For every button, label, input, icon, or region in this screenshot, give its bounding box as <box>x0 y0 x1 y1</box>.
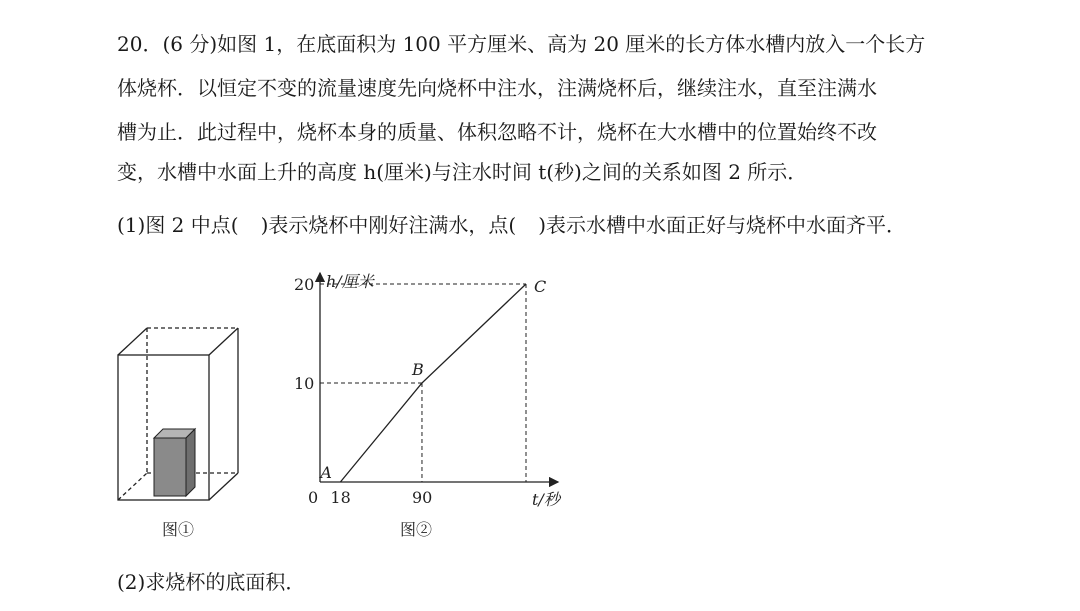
beaker-icon <box>154 429 195 496</box>
question-1 <box>117 213 906 237</box>
problem-line-4: 变，水槽中水面上升的高度 h(厘米)与注水时间 t(秒)之间的关系如图 2 所示． <box>117 160 808 184</box>
problem-line-2: 体烧杯．以恒定不变的流量速度先向烧杯中注水，注满烧杯后，继续注水，直至注满水 <box>117 76 877 100</box>
point-label-c: C <box>534 277 547 296</box>
figure-1 <box>110 255 270 545</box>
y-tick-label: 20 <box>294 275 315 294</box>
question-1-part-3: )表示水槽中水面正好与烧杯中水面齐平． <box>538 213 906 237</box>
series-line <box>340 284 526 482</box>
origin-label: 0 <box>308 488 319 507</box>
x-tick-label: 90 <box>411 488 433 507</box>
point-label-a: A <box>320 463 332 482</box>
figure-1-caption: 图① <box>162 520 195 539</box>
question-1-part-1: (1)图 2 中点( <box>117 213 239 237</box>
problem-line-1: 20．(6 分)如图 1，在底面积为 100 平方厘米、高为 20 厘米的长方体水槽内放入一个长方 <box>117 32 926 56</box>
y-axis-label: h/厘米 <box>326 272 374 291</box>
x-axis-label: t/秒 <box>532 490 560 509</box>
question-2: (2)求烧杯的底面积． <box>117 570 306 594</box>
figure-2-caption: 图② <box>400 520 433 539</box>
problem-line-3: 槽为止．此过程中，烧杯本身的质量、体积忽略不计，烧杯在大水槽中的位置始终不改 <box>117 120 877 144</box>
y-tick-label: 10 <box>294 374 315 393</box>
question-1-part-2: )表示烧杯中刚好注满水，点( <box>260 213 517 237</box>
x-tick-label: 18 <box>330 488 351 507</box>
figure-2 <box>290 255 590 545</box>
point-label-b: B <box>411 360 424 379</box>
chart-marks <box>294 275 546 507</box>
